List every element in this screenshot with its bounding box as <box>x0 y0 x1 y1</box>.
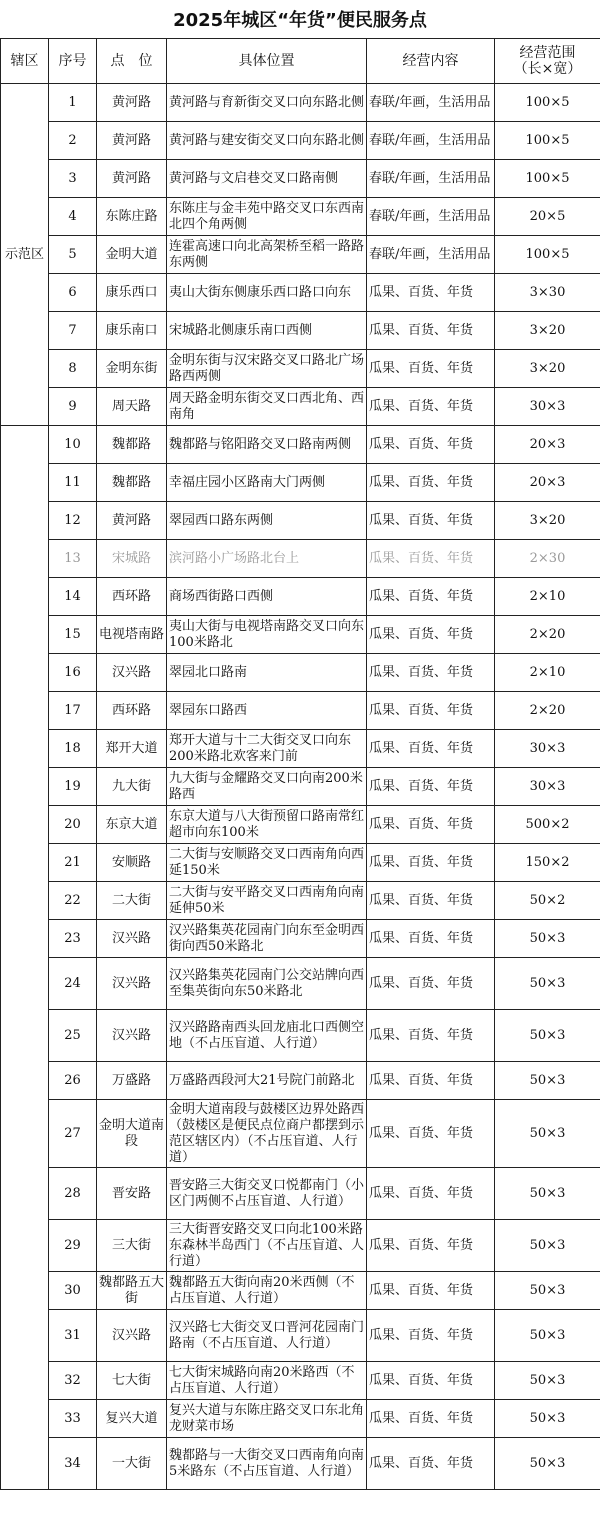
cell-location: 汉兴路七大街交叉口晋河花园南门路南（不占压盲道、人行道） <box>167 1310 367 1362</box>
cell-point: 九大街 <box>97 768 167 806</box>
cell-location: 万盛路西段河大21号院门前路北 <box>167 1062 367 1100</box>
cell-scope: 500×2 <box>495 806 600 844</box>
table-row <box>1 806 600 844</box>
table-row <box>1 1438 600 1490</box>
cell-business: 瓜果、百货、年货 <box>367 806 495 844</box>
cell-point: 万盛路 <box>97 1062 167 1100</box>
cell-no: 19 <box>49 768 97 806</box>
cell-no: 5 <box>49 236 97 274</box>
table-row <box>1 1310 600 1362</box>
cell-location: 三大街晋安路交叉口向北100米路东森林半岛西门（不占压盲道、人行道） <box>167 1220 367 1272</box>
table-row <box>1 540 600 578</box>
header-district: 辖区 <box>1 39 49 84</box>
cell-no: 6 <box>49 274 97 312</box>
district-cell-blank <box>1 426 49 1490</box>
cell-business: 瓜果、百货、年货 <box>367 1362 495 1400</box>
cell-scope: 50×3 <box>495 1168 600 1220</box>
cell-business: 瓜果、百货、年货 <box>367 1100 495 1168</box>
cell-business: 瓜果、百货、年货 <box>367 388 495 426</box>
cell-location: 郑开大道与十二大街交叉口向东200米路北欢客来门前 <box>167 730 367 768</box>
table-row <box>1 502 600 540</box>
cell-point: 汉兴路 <box>97 920 167 958</box>
table-row <box>1 730 600 768</box>
district-cell: 示范区 <box>1 84 49 426</box>
cell-business: 瓜果、百货、年货 <box>367 1310 495 1362</box>
cell-point: 黄河路 <box>97 160 167 198</box>
cell-location: 连霍高速口向北高架桥至稻一路路东两侧 <box>167 236 367 274</box>
cell-business: 瓜果、百货、年货 <box>367 768 495 806</box>
cell-scope: 30×3 <box>495 768 600 806</box>
cell-no: 9 <box>49 388 97 426</box>
cell-point: 汉兴路 <box>97 1010 167 1062</box>
cell-no: 23 <box>49 920 97 958</box>
cell-location: 翠园东口路西 <box>167 692 367 730</box>
table-row <box>1 122 600 160</box>
table-row <box>1 1100 600 1168</box>
cell-scope: 20×3 <box>495 426 600 464</box>
cell-location: 复兴大道与东陈庄路交叉口东北角龙财菜市场 <box>167 1400 367 1438</box>
cell-location: 九大街与金耀路交叉口向南200米路西 <box>167 768 367 806</box>
table-row <box>1 274 600 312</box>
cell-no: 7 <box>49 312 97 350</box>
cell-point: 三大街 <box>97 1220 167 1272</box>
table-row <box>1 312 600 350</box>
service-points-table <box>0 38 600 1490</box>
cell-business: 瓜果、百货、年货 <box>367 540 495 578</box>
cell-point: 汉兴路 <box>97 958 167 1010</box>
table-header <box>1 39 600 84</box>
cell-location: 七大街宋城路向南20米路西（不占压盲道、人行道） <box>167 1362 367 1400</box>
cell-scope: 50×3 <box>495 920 600 958</box>
cell-scope: 3×20 <box>495 502 600 540</box>
cell-location: 周天路金明东街交叉口西北角、西南角 <box>167 388 367 426</box>
cell-business: 春联/年画，生活用品 <box>367 236 495 274</box>
cell-no: 20 <box>49 806 97 844</box>
cell-scope: 2×30 <box>495 540 600 578</box>
cell-no: 11 <box>49 464 97 502</box>
header-scope-line1: 经营范围 <box>519 45 576 61</box>
cell-no: 3 <box>49 160 97 198</box>
table-row <box>1 654 600 692</box>
cell-business: 瓜果、百货、年货 <box>367 1010 495 1062</box>
cell-point: 黄河路 <box>97 122 167 160</box>
cell-location: 二大街与安平路交叉口西南角向南延伸50米 <box>167 882 367 920</box>
cell-point: 宋城路 <box>97 540 167 578</box>
cell-location: 东京大道与八大街预留口路南常红超市向东100米 <box>167 806 367 844</box>
cell-point: 东京大道 <box>97 806 167 844</box>
cell-no: 14 <box>49 578 97 616</box>
cell-business: 瓜果、百货、年货 <box>367 730 495 768</box>
cell-no: 17 <box>49 692 97 730</box>
table-row <box>1 768 600 806</box>
table-row <box>1 578 600 616</box>
cell-business: 春联/年画，生活用品 <box>367 198 495 236</box>
cell-point: 一大街 <box>97 1438 167 1490</box>
cell-no: 18 <box>49 730 97 768</box>
cell-scope: 100×5 <box>495 122 600 160</box>
cell-location: 魏都路与一大街交叉口西南角向南5米路东（不占压盲道、人行道） <box>167 1438 367 1490</box>
cell-scope: 50×2 <box>495 882 600 920</box>
table-row <box>1 160 600 198</box>
cell-scope: 3×20 <box>495 350 600 388</box>
table-row <box>1 1220 600 1272</box>
cell-location: 魏都路与铭阳路交叉口路南两侧 <box>167 426 367 464</box>
cell-business: 瓜果、百货、年货 <box>367 1062 495 1100</box>
cell-scope: 100×5 <box>495 160 600 198</box>
cell-location: 二大街与安顺路交叉口西南角向西延150米 <box>167 844 367 882</box>
cell-point: 金明东街 <box>97 350 167 388</box>
cell-no: 31 <box>49 1310 97 1362</box>
cell-no: 8 <box>49 350 97 388</box>
cell-location: 幸福庄园小区路南大门两侧 <box>167 464 367 502</box>
cell-business: 春联/年画，生活用品 <box>367 84 495 122</box>
cell-business: 瓜果、百货、年货 <box>367 502 495 540</box>
cell-no: 10 <box>49 426 97 464</box>
cell-scope: 100×5 <box>495 84 600 122</box>
cell-point: 西环路 <box>97 578 167 616</box>
header-scope <box>495 39 600 84</box>
cell-no: 30 <box>49 1272 97 1310</box>
header-business: 经营内容 <box>367 39 495 84</box>
cell-location: 黄河路与育新街交叉口向东路北侧 <box>167 84 367 122</box>
cell-location: 夷山大街东侧康乐西口路口向东 <box>167 274 367 312</box>
table-row <box>1 1272 600 1310</box>
cell-location: 商场西街路口西侧 <box>167 578 367 616</box>
cell-point: 魏都路 <box>97 464 167 502</box>
cell-scope: 2×10 <box>495 578 600 616</box>
cell-scope: 3×20 <box>495 312 600 350</box>
cell-scope: 20×5 <box>495 198 600 236</box>
table-row <box>1 882 600 920</box>
cell-scope: 50×3 <box>495 1362 600 1400</box>
header-no: 序号 <box>49 39 97 84</box>
cell-scope: 50×3 <box>495 1438 600 1490</box>
cell-location: 汉兴路集英花园南门向东至金明西街向西50米路北 <box>167 920 367 958</box>
header-scope-line2: （长×宽） <box>513 61 582 77</box>
cell-point: 黄河路 <box>97 84 167 122</box>
table-row <box>1 1062 600 1100</box>
cell-no: 15 <box>49 616 97 654</box>
table-row <box>1 920 600 958</box>
cell-point: 魏都路 <box>97 426 167 464</box>
cell-business: 瓜果、百货、年货 <box>367 1400 495 1438</box>
cell-point: 康乐西口 <box>97 274 167 312</box>
cell-point: 魏都路五大街 <box>97 1272 167 1310</box>
table-row <box>1 350 600 388</box>
cell-no: 29 <box>49 1220 97 1272</box>
cell-no: 24 <box>49 958 97 1010</box>
cell-location: 黄河路与建安街交叉口向东路北侧 <box>167 122 367 160</box>
cell-scope: 2×20 <box>495 692 600 730</box>
cell-business: 瓜果、百货、年货 <box>367 1168 495 1220</box>
cell-location: 金明大道南段与鼓楼区边界处路西（鼓楼区是便民点位商户都摆到示范区辖区内）（不占压盲道、人行道） <box>167 1100 367 1168</box>
cell-business: 瓜果、百货、年货 <box>367 920 495 958</box>
cell-business: 瓜果、百货、年货 <box>367 654 495 692</box>
cell-business: 瓜果、百货、年货 <box>367 350 495 388</box>
cell-location: 黄河路与文启巷交叉口路南侧 <box>167 160 367 198</box>
cell-scope: 20×3 <box>495 464 600 502</box>
cell-scope: 3×30 <box>495 274 600 312</box>
table-row <box>1 1362 600 1400</box>
cell-no: 4 <box>49 198 97 236</box>
cell-no: 27 <box>49 1100 97 1168</box>
cell-location: 魏都路五大街向南20米西侧（不占压盲道、人行道） <box>167 1272 367 1310</box>
cell-scope: 30×3 <box>495 730 600 768</box>
cell-point: 安顺路 <box>97 844 167 882</box>
cell-no: 33 <box>49 1400 97 1438</box>
cell-scope: 50×3 <box>495 1010 600 1062</box>
table-row <box>1 1010 600 1062</box>
cell-location: 翠园西口路东两侧 <box>167 502 367 540</box>
cell-no: 26 <box>49 1062 97 1100</box>
table-row <box>1 1168 600 1220</box>
cell-scope: 50×3 <box>495 1062 600 1100</box>
cell-no: 34 <box>49 1438 97 1490</box>
cell-point: 七大街 <box>97 1362 167 1400</box>
table-row <box>1 844 600 882</box>
cell-location: 夷山大街与电视塔南路交叉口向东100米路北 <box>167 616 367 654</box>
table-row <box>1 692 600 730</box>
cell-business: 瓜果、百货、年货 <box>367 426 495 464</box>
cell-location: 金明东街与汉宋路交叉口路北广场路西两侧 <box>167 350 367 388</box>
cell-business: 瓜果、百货、年货 <box>367 1272 495 1310</box>
cell-point: 二大街 <box>97 882 167 920</box>
table-body <box>1 84 600 1490</box>
header-point: 点 位 <box>97 39 167 84</box>
header-location: 具体位置 <box>167 39 367 84</box>
cell-point: 东陈庄路 <box>97 198 167 236</box>
table-row <box>1 84 600 122</box>
cell-scope: 100×5 <box>495 236 600 274</box>
cell-point: 电视塔南路 <box>97 616 167 654</box>
cell-no: 22 <box>49 882 97 920</box>
table-row <box>1 236 600 274</box>
cell-business: 瓜果、百货、年货 <box>367 958 495 1010</box>
cell-point: 康乐南口 <box>97 312 167 350</box>
cell-no: 12 <box>49 502 97 540</box>
cell-location: 汉兴路集英花园南门公交站牌向西至集英街向东50米路北 <box>167 958 367 1010</box>
cell-business: 瓜果、百货、年货 <box>367 882 495 920</box>
cell-scope: 2×10 <box>495 654 600 692</box>
cell-no: 1 <box>49 84 97 122</box>
cell-scope: 50×3 <box>495 958 600 1010</box>
cell-point: 黄河路 <box>97 502 167 540</box>
cell-business: 瓜果、百货、年货 <box>367 616 495 654</box>
cell-business: 瓜果、百货、年货 <box>367 312 495 350</box>
cell-scope: 2×20 <box>495 616 600 654</box>
cell-point: 汉兴路 <box>97 1310 167 1362</box>
cell-scope: 50×3 <box>495 1400 600 1438</box>
cell-point: 金明大道 <box>97 236 167 274</box>
cell-business: 瓜果、百货、年货 <box>367 1220 495 1272</box>
cell-no: 16 <box>49 654 97 692</box>
cell-business: 春联/年画，生活用品 <box>367 122 495 160</box>
table-row <box>1 464 600 502</box>
cell-no: 2 <box>49 122 97 160</box>
cell-no: 32 <box>49 1362 97 1400</box>
cell-scope: 50×3 <box>495 1100 600 1168</box>
cell-point: 郑开大道 <box>97 730 167 768</box>
cell-scope: 50×3 <box>495 1220 600 1272</box>
cell-business: 春联/年画，生活用品 <box>367 160 495 198</box>
cell-location: 晋安路三大街交叉口悦都南门（小区门两侧不占压盲道、人行道） <box>167 1168 367 1220</box>
cell-point: 复兴大道 <box>97 1400 167 1438</box>
cell-location: 东陈庄与金丰苑中路交叉口东西南北四个角两侧 <box>167 198 367 236</box>
table-row <box>1 388 600 426</box>
cell-scope: 50×3 <box>495 1272 600 1310</box>
cell-business: 瓜果、百货、年货 <box>367 464 495 502</box>
cell-location: 滨河路小广场路北台上 <box>167 540 367 578</box>
cell-no: 21 <box>49 844 97 882</box>
cell-point: 周天路 <box>97 388 167 426</box>
cell-point: 西环路 <box>97 692 167 730</box>
table-row <box>1 616 600 654</box>
cell-point: 晋安路 <box>97 1168 167 1220</box>
table-row <box>1 958 600 1010</box>
cell-no: 28 <box>49 1168 97 1220</box>
table-row <box>1 198 600 236</box>
cell-point: 金明大道南段 <box>97 1100 167 1168</box>
cell-location: 翠园北口路南 <box>167 654 367 692</box>
cell-point: 汉兴路 <box>97 654 167 692</box>
cell-scope: 30×3 <box>495 388 600 426</box>
cell-no: 25 <box>49 1010 97 1062</box>
page-title: 2025年城区“年货”便民服务点 <box>173 10 427 31</box>
cell-scope: 50×3 <box>495 1310 600 1362</box>
cell-no: 13 <box>49 540 97 578</box>
cell-business: 瓜果、百货、年货 <box>367 1438 495 1490</box>
cell-location: 宋城路北侧康乐南口西侧 <box>167 312 367 350</box>
cell-scope: 150×2 <box>495 844 600 882</box>
cell-location: 汉兴路路南西头回龙庙北口西侧空地（不占压盲道、人行道） <box>167 1010 367 1062</box>
cell-business: 瓜果、百货、年货 <box>367 274 495 312</box>
cell-business: 瓜果、百货、年货 <box>367 578 495 616</box>
cell-business: 瓜果、百货、年货 <box>367 692 495 730</box>
table-row <box>1 1400 600 1438</box>
table-row <box>1 426 600 464</box>
cell-business: 瓜果、百货、年货 <box>367 844 495 882</box>
